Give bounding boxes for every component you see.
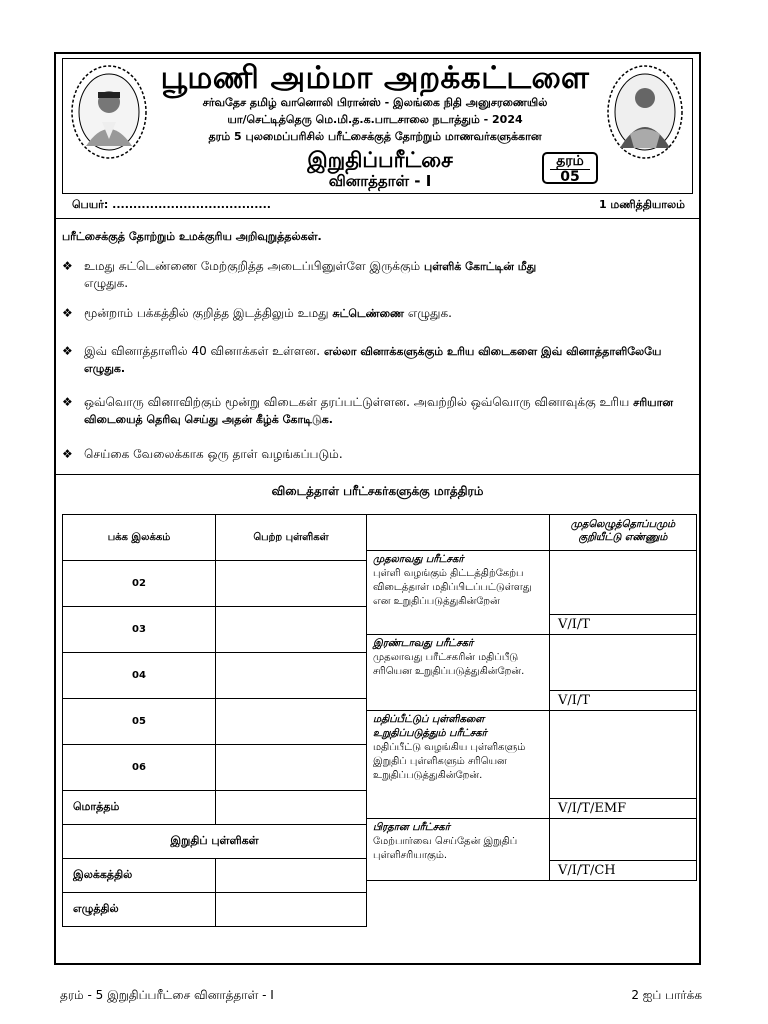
- table-row: 03: [63, 607, 367, 653]
- subtitle-grade: தரம் 5 புலமைப்பரிசில் பரீட்சைக்குத் தோற்றும் மாணவர்களுக்கான: [208, 130, 542, 143]
- col-header-marks: பெற்ற புள்ளிகள்: [216, 515, 367, 561]
- instruction-item: ❖ இவ் வினாத்தாளில் 40 வினாக்கள் உள்ளன. எல்லா வினாக்களுக்கும் உரிய விடைகளை இவ் வினாத்தாளிலேயே எழுதுக.: [62, 344, 662, 375]
- subtitle-sponsor: சர்வதேச தமிழ் வானொலி பிரான்ஸ் - இலங்கை நிதி அனுசரணையில்: [202, 96, 548, 109]
- instruction-item: ❖ மூன்றாம் பக்கத்தில் குறித்த இடத்திலும் உமது சுட்டெண்ணை எழுதுக.: [62, 306, 452, 320]
- table-row: 04: [63, 653, 367, 699]
- exam-name: இறுதிப்பரீட்சை: [307, 148, 453, 172]
- portrait-male-image: [70, 64, 148, 160]
- total-cell[interactable]: [216, 791, 367, 825]
- total-label: மொத்தம்: [63, 791, 216, 825]
- signature-col-header: முதலெழுத்தொப்பமும் குறியீட்டு எண்ணும்: [550, 515, 697, 551]
- portrait-female-image: [606, 64, 684, 160]
- table-row: [63, 893, 367, 927]
- footer-see-next: 2 ஐப் பார்க்க: [631, 988, 702, 1002]
- col-header-page: பக்க இலக்கம்: [63, 515, 216, 561]
- instruction-item: ❖ உமது சுட்டெண்ணை மேற்குறித்த அடைப்பினுள்ளே இருக்கும் புள்ளிக் கோட்டின் மீது எழுதுக.: [62, 259, 537, 290]
- instruction-item: ❖ ஒவ்வொரு வினாவிற்கும் மூன்று விடைகள் தரப்பட்டுள்ளன. அவற்றில் ஒவ்வொரு வினாவுக்கு உரிய சரியான விடையைத் தெரிவு செய்து அதன் கீழ்க் கோடிடுக.: [62, 395, 674, 426]
- marks-table: [62, 514, 367, 927]
- table-row: முதலாவது பரீட்சகர் புள்ளி வழங்கும் திட்டத்திற்கேற்ப விடைத்தாள் மதிப்பிடப்பட்டுள்ளது என உறுதிப்படுத்துகின்றேன் V/I/T: [367, 551, 697, 635]
- section-divider: [56, 474, 699, 475]
- table-row: பிரதான பரீட்சகர் மேற்பார்வை செய்தேன் இறுதிப் புள்ளிசரியாகும். V/I/T/CH: [367, 819, 697, 881]
- grade-box: [542, 152, 598, 184]
- table-row: 02: [63, 561, 367, 607]
- table-row: [63, 859, 367, 893]
- instruction-item: ❖ செய்கை வேலைக்காக ஒரு தாள் வழங்கப்படும்.: [62, 447, 343, 461]
- name-label: பெயர்: ......................................: [72, 198, 271, 211]
- diamond-bullet-icon: ❖: [62, 395, 73, 409]
- signature-cell[interactable]: V/I/T/CH: [550, 819, 697, 881]
- signature-cell[interactable]: V/I/T/EMF: [550, 711, 697, 819]
- in-words-cell[interactable]: [216, 893, 367, 927]
- instructions-title: பரீட்சைக்குத் தோற்றும் உமக்குரிய அறிவுறுத்தல்கள்.: [62, 230, 322, 243]
- signature-cell[interactable]: V/I/T: [550, 551, 697, 635]
- examiner-section-title: விடைத்தாள் பரீட்சகர்களுக்கு மாத்திரம்: [271, 484, 484, 498]
- in-digits-label: இலக்கத்தில்: [63, 859, 216, 893]
- table-row: [63, 791, 367, 825]
- org-title: பூமணி அம்மா அறக்கட்டளை: [160, 60, 590, 96]
- in-words-label: எழுத்தில்: [63, 893, 216, 927]
- signature-cell[interactable]: V/I/T: [550, 635, 697, 711]
- diamond-bullet-icon: ❖: [62, 306, 73, 320]
- in-digits-cell[interactable]: [216, 859, 367, 893]
- paper-name: வினாத்தாள் - I: [328, 172, 432, 190]
- name-row-divider: [56, 218, 699, 219]
- diamond-bullet-icon: ❖: [62, 447, 73, 461]
- marks-cell[interactable]: [216, 653, 367, 699]
- marks-cell[interactable]: [216, 699, 367, 745]
- marks-cell[interactable]: [216, 561, 367, 607]
- grade-label: தரம்: [556, 153, 584, 169]
- marks-cell[interactable]: [216, 745, 367, 791]
- duration-label: 1 மணித்தியாலம்: [598, 198, 685, 211]
- table-row: 05: [63, 699, 367, 745]
- diamond-bullet-icon: ❖: [62, 259, 73, 273]
- final-marks-label: இறுதிப் புள்ளிகள்: [63, 825, 367, 859]
- table-row: இரண்டாவது பரீட்சகர் முதலாவது பரீட்சகரின் மதிப்பீடு சரியென உறுதிப்படுத்துகின்றேன். V/I/T: [367, 635, 697, 711]
- examiner-signature-table: [366, 514, 697, 881]
- diamond-bullet-icon: ❖: [62, 344, 73, 358]
- table-row: 06: [63, 745, 367, 791]
- table-row: மதிப்பீட்டுப் புள்ளிகளை உறுதிப்படுத்தும் பரீட்சகர் மதிப்பீட்டு வழங்கிய புள்ளிகளும் இறுதிப் புள்ளிகளும் சரியென உறுதிப்படுத்துகின்றேன். V/I/T/EMF: [367, 711, 697, 819]
- grade-value: 05: [550, 169, 590, 184]
- name-row: [62, 198, 693, 213]
- marks-cell[interactable]: [216, 607, 367, 653]
- subtitle-school: யா/செட்டித்தெரு மெ.மி.த.க.பாடசாலை நடாத்தும் - 2024: [227, 113, 523, 126]
- footer-paper-label: தரம் - 5 இறுதிப்பரீட்சை வினாத்தாள் - I: [60, 988, 274, 1002]
